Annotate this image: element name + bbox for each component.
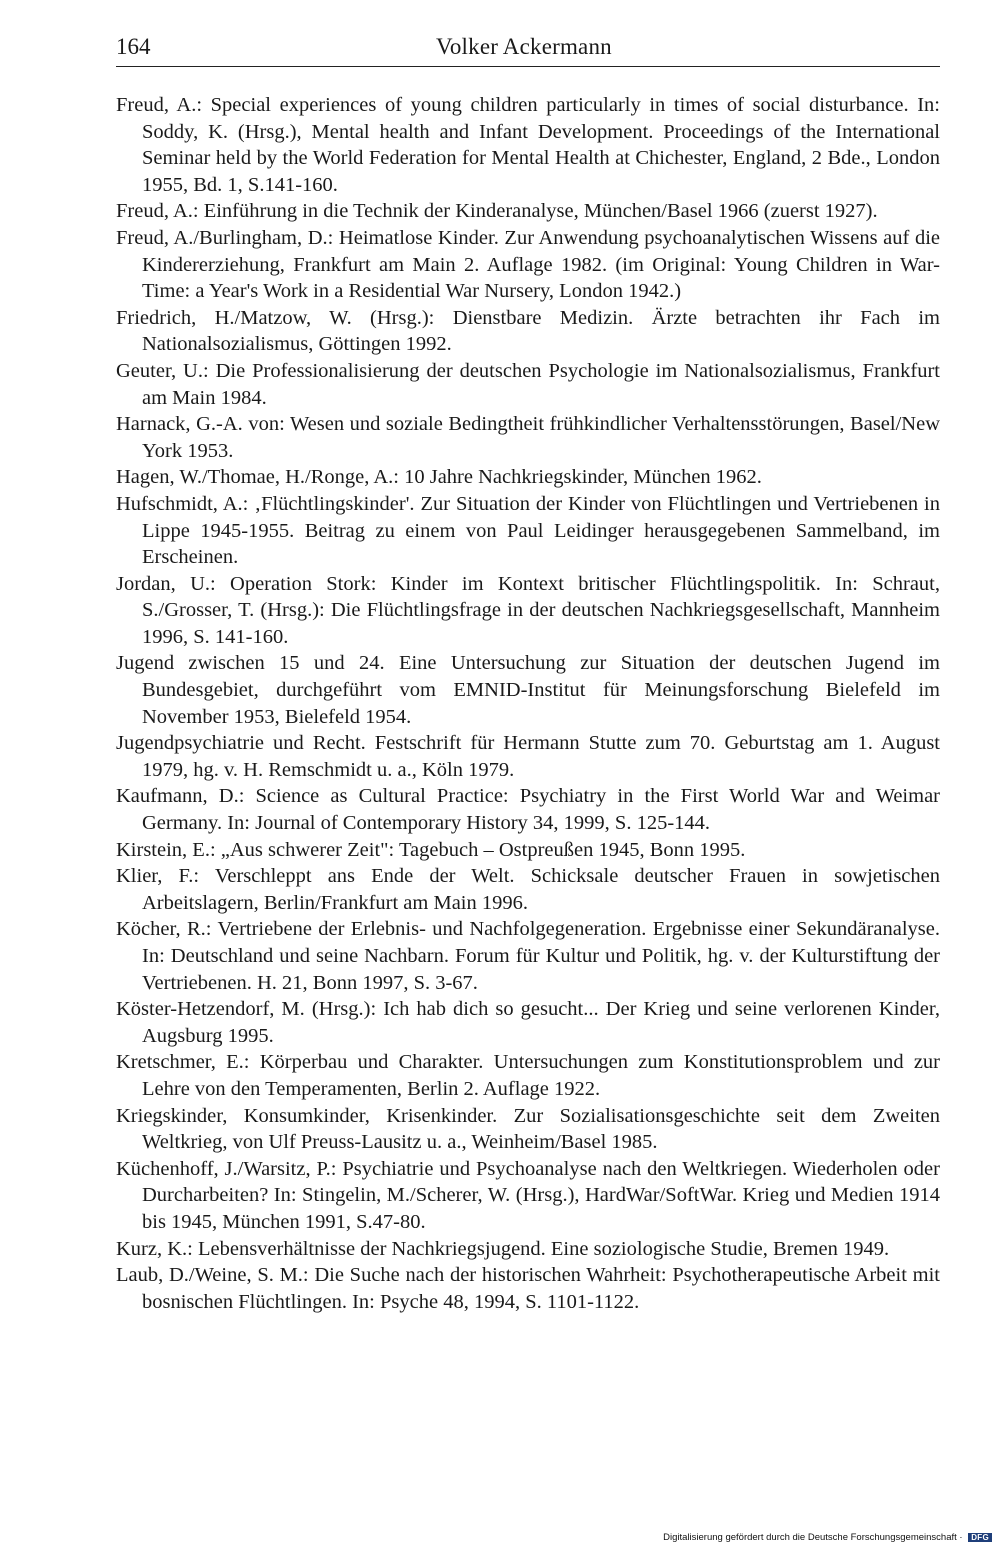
bibliography-entry: Kriegskinder, Konsumkinder, Krisenkinder. Zur Sozialisationsgeschichte seit dem Zweiten Weltkrieg, von Ulf Preuss-Lausitz u. a., Weinheim/Basel 1985. [116, 1104, 940, 1154]
bibliography-entry: Friedrich, H./Matzow, W. (Hrsg.): Dienstbare Medizin. Ärzte betrachten ihr Fach im Nationalsozialismus, Göttingen 1992. [116, 306, 940, 356]
bibliography-list [116, 92, 940, 1315]
bibliography-entry: Köster-Hetzendorf, M. (Hrsg.): Ich hab dich so gesucht... Der Krieg und seine verlorenen Kinder, Augsburg 1995. [116, 998, 940, 1047]
running-title: Volker Ackermann [436, 34, 612, 59]
bibliography-entry: Freud, A.: Einführung in die Technik der Kinderanalyse, München/Basel 1966 (zuerst 1927). [116, 200, 878, 223]
page-header [116, 30, 940, 67]
bibliography-entry: Hagen, W./Thomae, H./Ronge, A.: 10 Jahre Nachkriegskinder, München 1962. [116, 466, 762, 489]
bibliography-entry: Kurz, K.: Lebensverhältnisse der Nachkriegsjugend. Eine soziologische Studie, Bremen 1949. [116, 1237, 890, 1260]
footer-text: Digitalisierung gefördert durch die Deutsche Forschungsgemeinschaft · [663, 1532, 963, 1543]
bibliography-entry: Klier, F.: Verschleppt ans Ende der Welt. Schicksale deutscher Frauen in sowjetischen Arbeitslagern, Berlin/Frankfurt am Main 1996. [116, 865, 940, 914]
bibliography-entry: Kretschmer, E.: Körperbau und Charakter. Untersuchungen zum Konstitutionsproblem und zur Lehre von den Temperamenten, Berlin 2. Auflage 1922. [116, 1051, 940, 1100]
bibliography-entry: Hufschmidt, A.: ‚Flüchtlingskinder'. Zur Situation der Kinder von Flüchtlingen und Vertriebenen in Lippe 1945-1955. Beitrag zu einem von Paul Leidinger herausgegebenen Sammelband, im Erscheinen. [116, 492, 940, 569]
bibliography-entry: Geuter, U.: Die Professionalisierung der deutschen Psychologie im Nationalsozialismus, Frankfurt am Main 1984. [116, 359, 940, 409]
dfg-logo: DFG [968, 1533, 992, 1542]
bibliography-entry: Kaufmann, D.: Science as Cultural Practice: Psychiatry in the First World War and Weimar Germany. In: Journal of Contemporary History 34, 1999, S. 125-144. [116, 785, 940, 835]
bibliography-entry: Harnack, G.-A. von: Wesen und soziale Bedingtheit frühkindlicher Verhaltensstörungen, Basel/New York 1953. [116, 413, 940, 462]
bibliography-entry: Jugend zwischen 15 und 24. Eine Untersuchung zur Situation der deutschen Jugend im Bundesgebiet, durchgeführt vom EMNID-Institut für Meinungsforschung Bielefeld im November 1953, Bielefeld 1954. [116, 652, 940, 728]
bibliography-entry: Jugendpsychiatrie und Recht. Festschrift für Hermann Stutte zum 70. Geburtstag am 1. August 1979, hg. v. H. Remschmidt u. a., Köln 1979. [116, 732, 940, 781]
bibliography-entry: Jordan, U.: Operation Stork: Kinder im Kontext britischer Flüchtlingspolitik. In: Schraut, S./Grosser, T. (Hrsg.): Die Flüchtlingsfrage in der deutschen Nachkriegsgesellschaft, Mannheim 1996, S. 141-160. [116, 572, 940, 648]
bibliography-entry: Köcher, R.: Vertriebene der Erlebnis- und Nachfolgegeneration. Ergebnisse einer Sekundäranalyse. In: Deutschland und seine Nachbarn. Forum für Kultur und Politik, hg. v. der Kulturstiftung der Vertriebenen. H. 21, Bonn 1997, S. 3-67. [116, 918, 940, 994]
bibliography-entry: Kirstein, E.: „Aus schwerer Zeit": Tagebuch – Ostpreußen 1945, Bonn 1995. [116, 838, 746, 861]
bibliography-entry: Freud, A.: Special experiences of young children particularly in times of social disturbance. In: Soddy, K. (Hrsg.), Mental health and Infant Development. Proceedings of the International Seminar held by the World Federation for Mental Health at Chichester, England, 2 Bde., London 1955, Bd. 1, S.141-160. [116, 94, 940, 196]
bibliography-entry: Freud, A./Burlingham, D.: Heimatlose Kinder. Zur Anwendung psychoanalytischen Wissens auf die Kindererziehung, Frankfurt am Main 2. Auflage 1982. (im Original: Young Children in War-Time: a Year's Work in a Residential War Nursery, London 1942.) [116, 226, 940, 303]
digitization-footer [663, 1532, 992, 1543]
bibliography-entry: Laub, D./Weine, S. M.: Die Suche nach der historischen Wahrheit: Psychotherapeutische Arbeit mit bosnischen Flüchtlingen. In: Psyche 48, 1994, S. 1101-1122. [116, 1264, 940, 1313]
page-number: 164 [116, 34, 151, 59]
bibliography-entry: Küchenhoff, J./Warsitz, P.: Psychiatrie und Psychoanalyse nach den Weltkriegen. Wiederholen oder Durcharbeiten? In: Stingelin, M./Scherer, W. (Hrsg.), HardWar/SoftWar. Krieg und Medien 1914 bis 1945, München 1991, S.47-80. [116, 1157, 940, 1233]
